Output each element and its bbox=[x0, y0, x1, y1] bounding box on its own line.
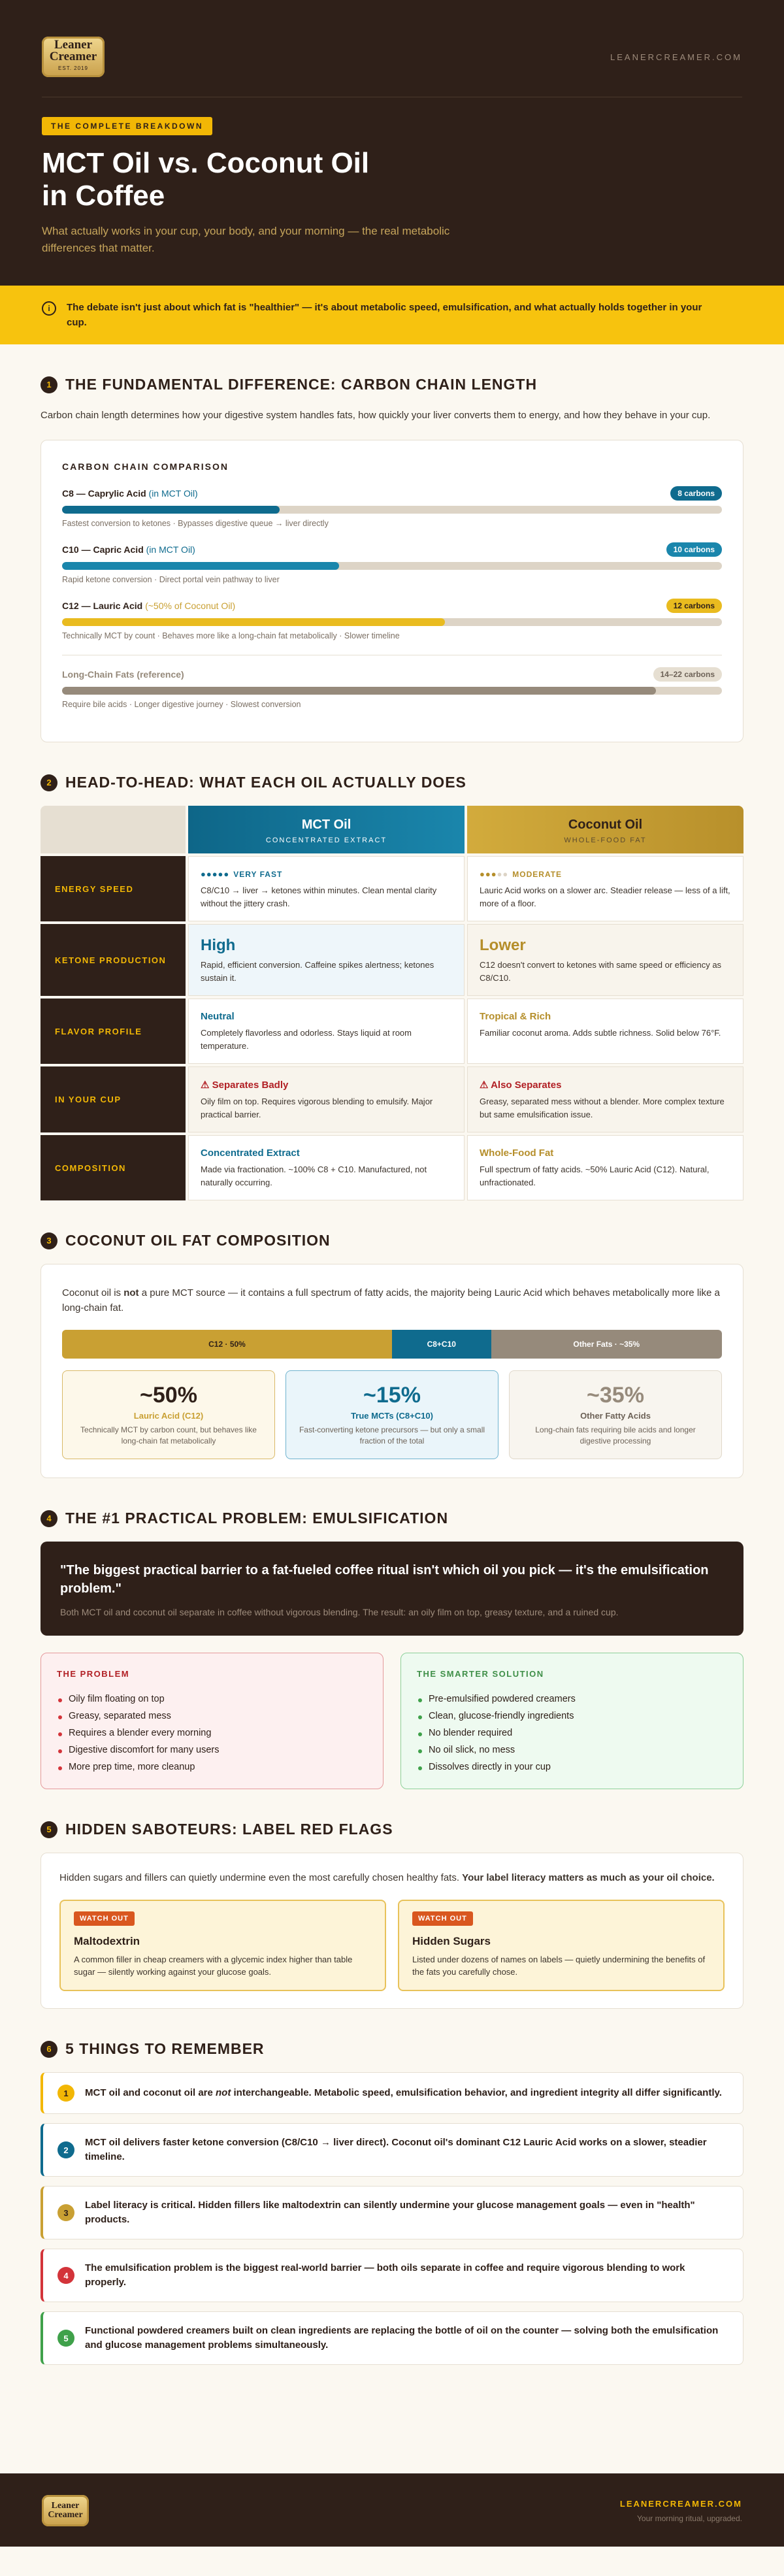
takeaway-text: Functional powdered creamers built on clean ingredients are replacing the bottle of oil on the counter — solving both the emulsification and glucose management problems simultaneously. bbox=[85, 2325, 719, 2351]
section-number: 1 bbox=[41, 376, 57, 393]
watch-out-badge: WATCH OUT bbox=[412, 1911, 473, 1926]
chain-row bbox=[62, 542, 722, 584]
chain-note: Fastest conversion to ketones · Bypasses digestive queue → liver directly bbox=[62, 519, 329, 528]
callout-banner bbox=[0, 286, 784, 344]
list-item: Oily film floating on top bbox=[57, 1691, 367, 1708]
list-item: Greasy, separated mess bbox=[57, 1708, 367, 1725]
section-title: THE #1 PRACTICAL PROBLEM: EMULSIFICATION bbox=[65, 1510, 449, 1527]
speed-dots-icon: ●●●●● bbox=[201, 869, 230, 879]
takeaway-item bbox=[41, 2186, 743, 2239]
list-item: Digestive discomfort for many users bbox=[57, 1742, 367, 1759]
tile-lauric: ~50% Lauric Acid (C12) Technically MCT by carbon count, but behaves like long-chain fat metabolically bbox=[62, 1370, 275, 1459]
row-label-ketone: KETONE PRODUCTION bbox=[41, 924, 186, 996]
chain-bar-track bbox=[62, 506, 722, 514]
bullet-icon bbox=[58, 1732, 62, 1736]
section-intro: Carbon chain length determines how your digestive system handles fats, how quickly your liver converts them to energy, and how they behave in your cup. bbox=[41, 410, 711, 421]
mct-composition-cell: Concentrated Extract Made via fractionation. ~100% C8 + C10. Manufactured, not naturally occurring. bbox=[188, 1135, 465, 1200]
bullet-icon bbox=[58, 1766, 62, 1770]
section-title: HEAD-TO-HEAD: WHAT EACH OIL ACTUALLY DOES bbox=[65, 774, 466, 791]
section-composition bbox=[0, 1200, 784, 1478]
list-item: Pre-emulsified powdered creamers bbox=[417, 1691, 727, 1708]
site-link[interactable]: LEANERCREAMER.COM bbox=[610, 52, 742, 62]
warning-icon: ⚠ bbox=[201, 1080, 212, 1091]
chain-name: Long-Chain Fats (reference) bbox=[62, 669, 184, 680]
solution-box: THE SMARTER SOLUTION Pre-emulsified powdered creamers Clean, glucose-friendly ingredients No blender required No oil slick, no mess Dissolves directly in your cup bbox=[400, 1653, 743, 1789]
row-label-speed: ENERGY SPEED bbox=[41, 856, 186, 921]
chain-note: Require bile acids · Longer digestive journey · Slowest conversion bbox=[62, 700, 301, 709]
chain-name: C10 — Capric Acid (in MCT Oil) bbox=[62, 544, 195, 555]
mct-cup-cell: ⚠ Separates Badly Oily film on top. Requires vigorous blending to emulsify. Major practical barrier. bbox=[188, 1066, 465, 1132]
section-red-flags bbox=[0, 1789, 784, 2009]
mct-ketone-cell: High Rapid, efficient conversion. Caffeine spikes alertness; ketones sustain it. bbox=[188, 924, 465, 996]
coconut-speed-cell: ●●●●● MODERATE Lauric Acid works on a slower arc. Steadier release — less of a lift, more of a floor. bbox=[467, 856, 743, 921]
brand-logo[interactable]: Leaner Creamer EST. 2019 bbox=[42, 37, 105, 77]
chain-bar-fill bbox=[62, 687, 656, 695]
carbon-count-badge: 14–22 carbons bbox=[653, 667, 722, 682]
list-item: Dissolves directly in your cup bbox=[417, 1759, 727, 1775]
takeaway-number: 4 bbox=[57, 2267, 74, 2284]
problem-box: THE PROBLEM Oily film floating on top Greasy, separated mess Requires a blender every morning Digestive discomfort for many users More prep time, more cleanup bbox=[41, 1653, 384, 1789]
warning-icon: ⚠ bbox=[480, 1080, 491, 1091]
carbon-count-badge: 10 carbons bbox=[666, 542, 722, 557]
footer-tagline: Your morning ritual, upgraded. bbox=[637, 2513, 742, 2523]
card-title: CARBON CHAIN COMPARISON bbox=[62, 461, 229, 472]
chain-bar-track bbox=[62, 618, 722, 626]
tile-true-mct: ~15% True MCTs (C8+C10) Fast-converting ketone precursors — but only a small fraction of the total bbox=[286, 1370, 498, 1459]
carbon-count-badge: 12 carbons bbox=[666, 599, 722, 613]
bullet-icon bbox=[58, 1698, 62, 1702]
section-takeaways bbox=[0, 2009, 784, 2365]
takeaway-number: 1 bbox=[57, 2085, 74, 2102]
section-number: 4 bbox=[41, 1510, 57, 1527]
chain-row bbox=[62, 599, 722, 640]
takeaway-number: 2 bbox=[57, 2141, 74, 2158]
row-label-composition: COMPOSITION bbox=[41, 1135, 186, 1200]
mct-speed-cell: ●●●●● VERY FAST C8/C10 → liver → ketones within minutes. Clean mental clarity without the jittery crash. bbox=[188, 856, 465, 921]
composition-stacked-bar bbox=[62, 1330, 722, 1359]
tile-other-fats: ~35% Other Fatty Acids Long-chain fats requiring bile acids and longer digestive processing bbox=[509, 1370, 722, 1459]
section-carbon-chain bbox=[0, 344, 784, 742]
list-item: Requires a blender every morning bbox=[57, 1725, 367, 1742]
takeaway-text: MCT oil delivers faster ketone conversion (C8/C10 → liver direct). Coconut oil's dominant C12 Lauric Acid works on a slower, steadier timeline. bbox=[85, 2137, 707, 2162]
quote-detail: Both MCT oil and coconut oil separate in coffee without vigorous blending. The result: an oily film on top, greasy texture, and a ruined cup. bbox=[60, 1607, 619, 1617]
chain-name: C12 — Lauric Acid (~50% of Coconut Oil) bbox=[62, 601, 236, 611]
speed-dots-icon: ●●●●● bbox=[480, 869, 509, 879]
takeaway-item bbox=[41, 2249, 743, 2302]
composition-card bbox=[41, 1264, 743, 1478]
list-item: No oil slick, no mess bbox=[417, 1742, 727, 1759]
takeaway-text: The emulsification problem is the biggest real-world barrier — both oils separate in coffee and require vigorous blending to work properly. bbox=[85, 2262, 685, 2288]
coconut-composition-cell: Whole-Food Fat Full spectrum of fatty acids. ~50% Lauric Acid (C12). Natural, unfractionated. bbox=[467, 1135, 743, 1200]
carbon-chain-card bbox=[41, 440, 743, 742]
bullet-icon bbox=[418, 1749, 422, 1753]
chain-note: Technically MCT by count · Behaves more like a long-chain fat metabolically · Slower timeline bbox=[62, 631, 400, 640]
footer-logo[interactable]: Leaner Creamer bbox=[42, 2495, 89, 2526]
list-item: More prep time, more cleanup bbox=[57, 1759, 367, 1775]
chain-bar-fill bbox=[62, 506, 280, 514]
takeaway-number: 5 bbox=[57, 2330, 74, 2347]
kicker-badge: THE COMPLETE BREAKDOWN bbox=[42, 117, 212, 135]
red-flags-intro: Hidden sugars and fillers can quietly undermine even the most carefully chosen healthy fats. Your label literacy matters as much as your oil choice. bbox=[59, 1872, 715, 1883]
bullet-icon bbox=[58, 1749, 62, 1753]
coconut-flavor-cell: Tropical & Rich Familiar coconut aroma. Adds subtle richness. Solid below 76°F. bbox=[467, 999, 743, 1064]
bullet-icon bbox=[418, 1766, 422, 1770]
flag-hidden-sugars: WATCH OUT Hidden Sugars Listed under dozens of names on labels — quietly undermining the benefits of the fats you carefully chose. bbox=[398, 1900, 725, 1991]
bullet-icon bbox=[418, 1732, 422, 1736]
row-label-flavor: FLAVOR PROFILE bbox=[41, 999, 186, 1064]
page-title: MCT Oil vs. Coconut Oil in Coffee bbox=[42, 147, 370, 212]
section-title: HIDDEN SABOTEURS: LABEL RED FLAGS bbox=[65, 1821, 393, 1838]
row-label-cup: IN YOUR CUP bbox=[41, 1066, 186, 1132]
table-corner bbox=[41, 806, 186, 853]
bullet-icon bbox=[418, 1715, 422, 1719]
section-number: 6 bbox=[41, 2041, 57, 2058]
page-footer bbox=[0, 2473, 784, 2547]
takeaway-text: MCT oil and coconut oil are not interchangeable. Metabolic speed, emulsification behavior, and ingredient integrity all differ significantly. bbox=[85, 2087, 722, 2098]
section-number: 5 bbox=[41, 1821, 57, 1838]
bullet-icon bbox=[58, 1715, 62, 1719]
coconut-ketone-cell: Lower C12 doesn't convert to ketones with same speed or efficiency as C8/C10. bbox=[467, 924, 743, 996]
flag-maltodextrin: WATCH OUT Maltodextrin A common filler in cheap creamers with a glycemic index higher than table sugar — silently working against your glucose goals. bbox=[59, 1900, 386, 1991]
takeaway-item bbox=[41, 2123, 743, 2177]
bullet-icon bbox=[418, 1698, 422, 1702]
section-number: 2 bbox=[41, 774, 57, 791]
list-item: No blender required bbox=[417, 1725, 727, 1742]
section-title: 5 THINGS TO REMEMBER bbox=[65, 2040, 265, 2057]
section-number: 3 bbox=[41, 1232, 57, 1249]
composition-intro: Coconut oil is not a pure MCT source — it contains a full spectrum of fatty acids, the majority being Lauric Acid which behaves metabolically more like a long-chain fat. bbox=[62, 1287, 720, 1313]
footer-site-link[interactable]: LEANERCREAMER.COM bbox=[619, 2498, 742, 2509]
watch-out-badge: WATCH OUT bbox=[74, 1911, 135, 1926]
red-flags-card bbox=[41, 1853, 743, 2009]
takeaway-text: Label literacy is critical. Hidden fillers like maltodextrin can silently undermine your glucose management goals — even in "health" products. bbox=[85, 2200, 695, 2225]
composition-segment: C8+C10 bbox=[392, 1330, 491, 1359]
coconut-cup-cell: ⚠ Also Separates Greasy, separated mess without a blender. More complex texture but same emulsification issue. bbox=[467, 1066, 743, 1132]
chain-bar-fill bbox=[62, 562, 339, 570]
comparison-table bbox=[41, 806, 743, 1200]
coconut-column-header: Coconut Oil WHOLE-FOOD FAT bbox=[467, 806, 743, 853]
section-title: THE FUNDAMENTAL DIFFERENCE: CARBON CHAIN LENGTH bbox=[65, 376, 538, 393]
chain-bar-track bbox=[62, 687, 722, 695]
info-icon: i bbox=[42, 301, 56, 316]
list-item: Clean, glucose-friendly ingredients bbox=[417, 1708, 727, 1725]
mct-flavor-cell: Neutral Completely flavorless and odorless. Stays liquid at room temperature. bbox=[188, 999, 465, 1064]
carbon-count-badge: 8 carbons bbox=[670, 486, 722, 501]
mct-column-header: MCT Oil CONCENTRATED EXTRACT bbox=[188, 806, 465, 853]
banner-text: The debate isn't just about which fat is "healthier" — it's about metabolic speed, emulsification, and what actually holds together in your cup. bbox=[67, 302, 702, 328]
section-title: COCONUT OIL FAT COMPOSITION bbox=[65, 1232, 331, 1249]
page-subtitle: What actually works in your cup, your body, and your morning — the real metabolic differences that matter. bbox=[42, 225, 450, 254]
takeaway-item bbox=[41, 2072, 743, 2114]
chain-bar-fill bbox=[62, 618, 445, 626]
hero-header bbox=[0, 0, 784, 286]
takeaway-item bbox=[41, 2311, 743, 2365]
chain-bar-track bbox=[62, 562, 722, 570]
section-head-to-head bbox=[0, 742, 784, 1200]
chain-row bbox=[62, 486, 722, 528]
composition-segment: Other Fats · ~35% bbox=[491, 1330, 723, 1359]
chain-row bbox=[62, 667, 722, 709]
takeaway-number: 3 bbox=[57, 2204, 74, 2221]
quote-block bbox=[41, 1542, 743, 1636]
composition-segment: C12 · 50% bbox=[62, 1330, 392, 1359]
chain-name: C8 — Caprylic Acid (in MCT Oil) bbox=[62, 488, 198, 499]
chain-note: Rapid ketone conversion · Direct portal vein pathway to liver bbox=[62, 575, 280, 584]
quote-text: "The biggest practical barrier to a fat-fueled coffee ritual isn't which oil you pick — it's the emulsification problem." bbox=[60, 1563, 709, 1596]
section-emulsification bbox=[0, 1478, 784, 1789]
